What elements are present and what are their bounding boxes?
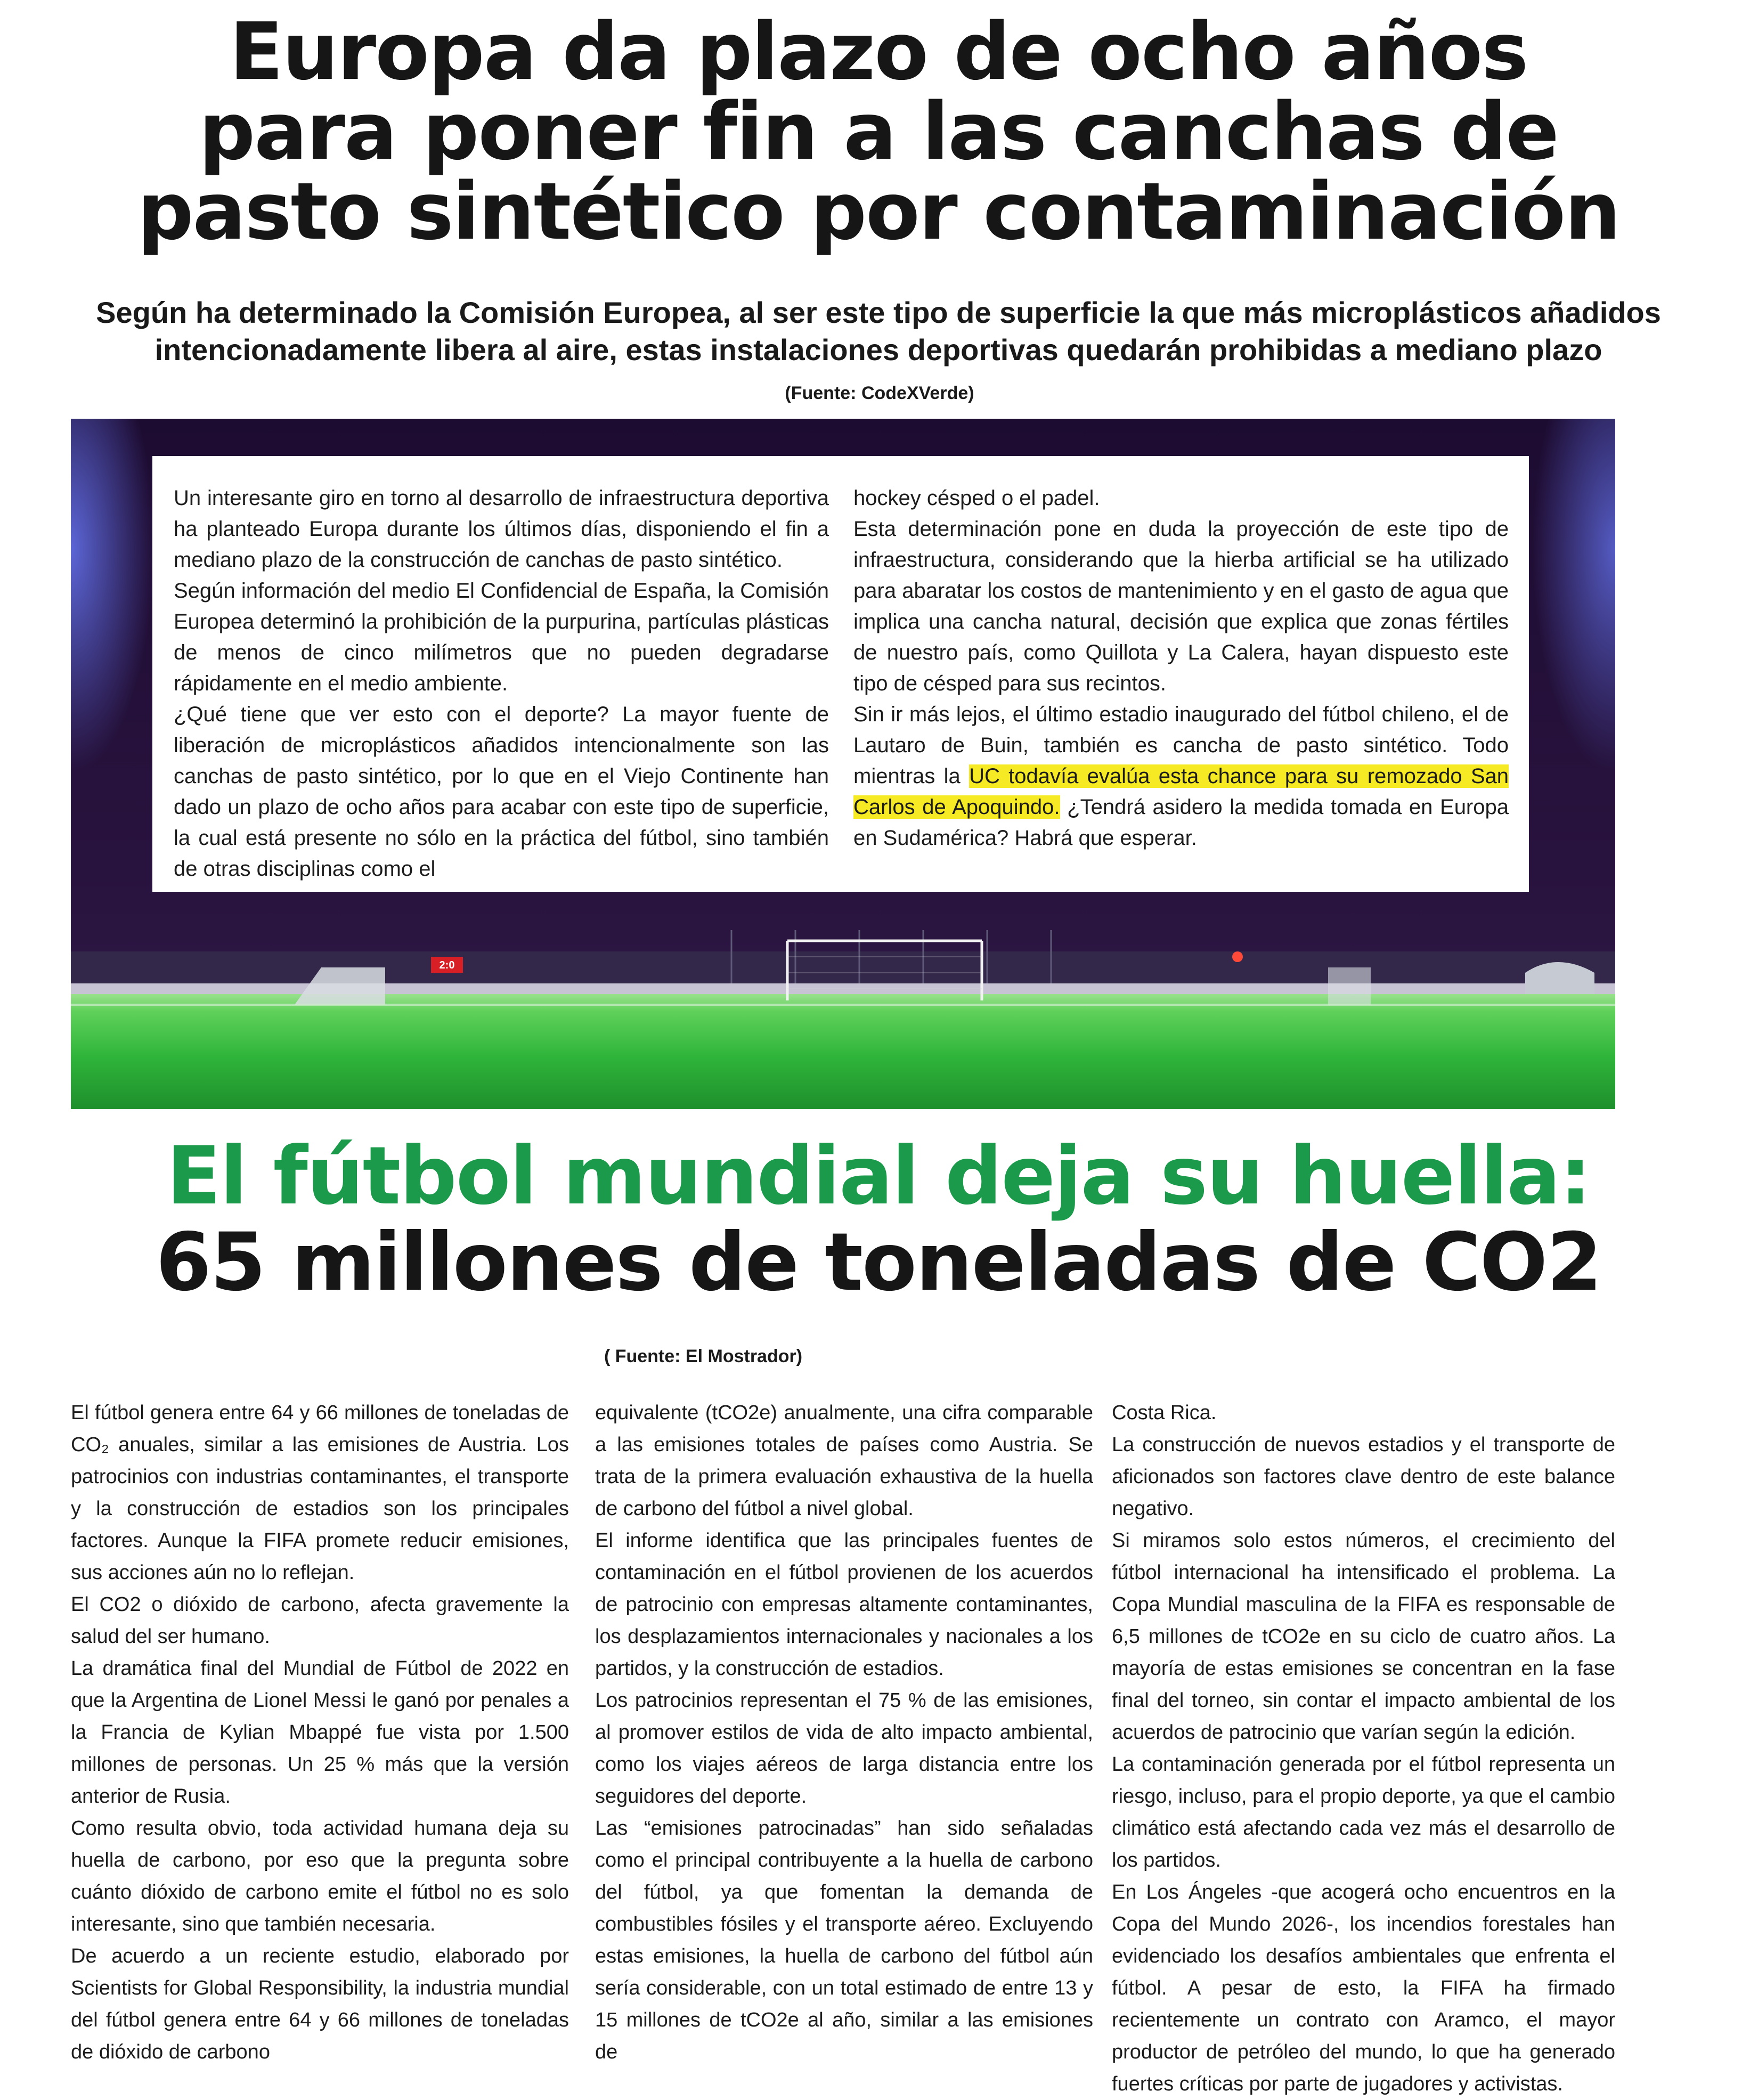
stadium-photo: [71, 419, 1615, 1109]
article1-column-2: [853, 483, 1509, 853]
article2-headline-green: El fútbol mundial deja su huella:: [166, 1130, 1591, 1223]
paragraph: La contaminación generada por el fútbol representa un riesgo, incluso, para el propio deporte, ya que el cambio climático está afectando cada vez más el desarrollo de los partidos.: [1112, 1753, 1615, 1871]
paragraph: El fútbol genera entre 64 y 66 millones de toneladas de CO₂ anuales, similar a las emisiones de Austria. Los patrocinios con industrias contaminantes, el transporte y la construcción de estadios son los principales factores. Aunque la FIFA promete reducir emisiones, sus acciones aún no lo reflejan.: [71, 1402, 569, 1584]
article1-headline: [0, 6, 1757, 257]
paragraph: La construcción de nuevos estadios y el transporte de aficionados son factores clave dentro de este balance negativo.: [1112, 1434, 1615, 1520]
subhead-line: intencionadamente libera al aire, estas instalaciones deportivas quedarán prohibidas a mediano plazo: [154, 333, 1602, 367]
paragraph: Si miramos solo estos números, el crecimiento del fútbol internacional ha intensificado el problema. La Copa Mundial masculina de la FIFA es responsable de 6,5 millones de tCO2e en su ciclo de cuatro años. La mayoría de estas emisiones se concentran en la fase final del torneo, sin contar el impacto ambiental de los acuerdos de patrocinio que varían según la edición.: [1112, 1529, 1615, 1744]
paragraph: Como resulta obvio, toda actividad humana deja su huella de carbono, por eso que la pregunta sobre cuánto dióxido de carbono emite el fútbol no es solo interesante, sino que también necesaria.: [71, 1817, 569, 1935]
article1-column-1: [174, 483, 829, 884]
article2-column-1: [71, 1397, 569, 2068]
paragraph: El informe identifica que las principales fuentes de contaminación en el fútbol provienen de los acuerdos de patrocinio con empresas altamente contaminantes, los desplazamientos internacionales y nacionales a los partidos, y la construcción de estadios.: [595, 1529, 1093, 1680]
paragraph: Un interesante giro en torno al desarrollo de infraestructura deportiva ha planteado Europa durante los últimos días, disponiendo el fin a mediano plazo de la construcción de canchas de pasto sintético.: [174, 486, 829, 572]
paragraph: hockey césped o el padel.: [853, 486, 1100, 510]
article1-source: [1, 382, 1758, 404]
article2-headline-black: 65 millones de toneladas de CO2: [156, 1216, 1601, 1309]
subhead-line: Según ha determinado la Comisión Europea, al ser este tipo de superficie la que más microplásticos añadidos: [96, 296, 1661, 329]
article2-source: [0, 1346, 1406, 1367]
paragraph: Costa Rica.: [1112, 1402, 1217, 1424]
paragraph: La dramática final del Mundial de Fútbol de 2022 en que la Argentina de Lionel Messi le ganó por penales a la Francia de Kylian Mbappé fue vista por 1.500 millones de personas. Un 25 % más que la versión anterior de Rusia.: [71, 1657, 569, 1808]
headline-line: pasto sintético por contaminación: [137, 166, 1620, 257]
source-text: (Fuente: CodeXVerde): [785, 383, 974, 403]
paragraph: [853, 699, 1509, 853]
highlighted-text: UC todavía evalúa esta chance para su remozado San Carlos de Apoquindo.: [853, 764, 1509, 819]
paragraph-text: Sin ir más lejos, el último estadio inaugurado del fútbol chileno, el de Lautaro de Buin, también es cancha de pasto sintético. Todo mientras la: [853, 703, 1509, 788]
article1-textbox: [152, 456, 1529, 892]
paragraph: Según información del medio El Confidencial de España, la Comisión Europea determinó la prohibición de la purpurina, partículas plásticas de menos de cinco milímetros que no pueden degradarse rápidamente en el medio ambiente.: [174, 579, 829, 695]
paragraph: Las “emisiones patrocinadas” han sido señaladas como el principal contribuyente a la huella de carbono del fútbol, ya que fomentan la demanda de combustibles fósiles y el transporte aéreo. Excluyendo estas emisiones, la huella de carbono del fútbol aún sería considerable, con un total estimado de entre 13 y 15 millones de tCO2e al año, similar a las emisiones de: [595, 1817, 1093, 2063]
goal-right: [1328, 967, 1371, 1005]
paragraph: Esta determinación pone en duda la proyección de este tipo de infraestructura, considerando que la hierba artificial se ha utilizado para abaratar los costos de mantenimiento y en el gasto de agua que implica una cancha natural, decisión que explica que zonas fértiles de nuestro país, como Quillota y La Calera, hayan dispuesto este tipo de césped para sus recintos.: [853, 517, 1509, 695]
article2-column-3: [1112, 1397, 1615, 2100]
paragraph: En Los Ángeles -que acogerá ocho encuentros en la Copa del Mundo 2026-, los incendios forestales han evidenciado los desafíos ambientales que enfrenta el fútbol. A pesar de esto, la FIFA ha firmado recientemente un contrato con Aramco, el mayor productor de petróleo del mundo, lo que ha generado fuertes críticas por parte de jugadores y activistas.: [1112, 1881, 1615, 2095]
headline-line: Europa da plazo de ocho años: [229, 6, 1528, 97]
paragraph: equivalente (tCO2e) anualmente, una cifra comparable a las emisiones totales de países como Austria. Se trata de la primera evaluación exhaustiva de la huella de carbono del fútbol a nivel global.: [595, 1402, 1093, 1520]
paragraph: De acuerdo a un reciente estudio, elaborado por Scientists for Global Responsibility, la industria mundial del fútbol genera entre 64 y 66 millones de toneladas de dióxido de carbono: [71, 1945, 569, 2063]
headline-line: para poner fin a las canchas de: [199, 86, 1558, 177]
paragraph: El CO2 o dióxido de carbono, afecta gravemente la salud del ser humano.: [71, 1593, 569, 1648]
paragraph: ¿Qué tiene que ver esto con el deporte? La mayor fuente de liberación de microplásticos añadidos intencionalmente son las canchas de pasto sintético, por lo que en el Viejo Continente han dado un plazo de ocho años para acabar con este tipo de superficie, la cual está presente no sólo en la práctica del fútbol, sino también de otras disciplinas como el: [174, 703, 829, 881]
article2-column-2: [595, 1397, 1093, 2068]
paragraph: Los patrocinios representan el 75 % de las emisiones, al promover estilos de vida de alto impacto ambiental, como los viajes aéreos de larga distancia entre los seguidores del deporte.: [595, 1689, 1093, 1808]
scoreboard-text: 2:0: [439, 959, 455, 971]
paragraph-text: ¿Tendrá asidero la medida tomada en Europa en Sudamérica? Habrá que esperar.: [853, 795, 1509, 850]
source-text: ( Fuente: El Mostrador): [604, 1346, 803, 1366]
article1-subhead: [0, 294, 1757, 369]
